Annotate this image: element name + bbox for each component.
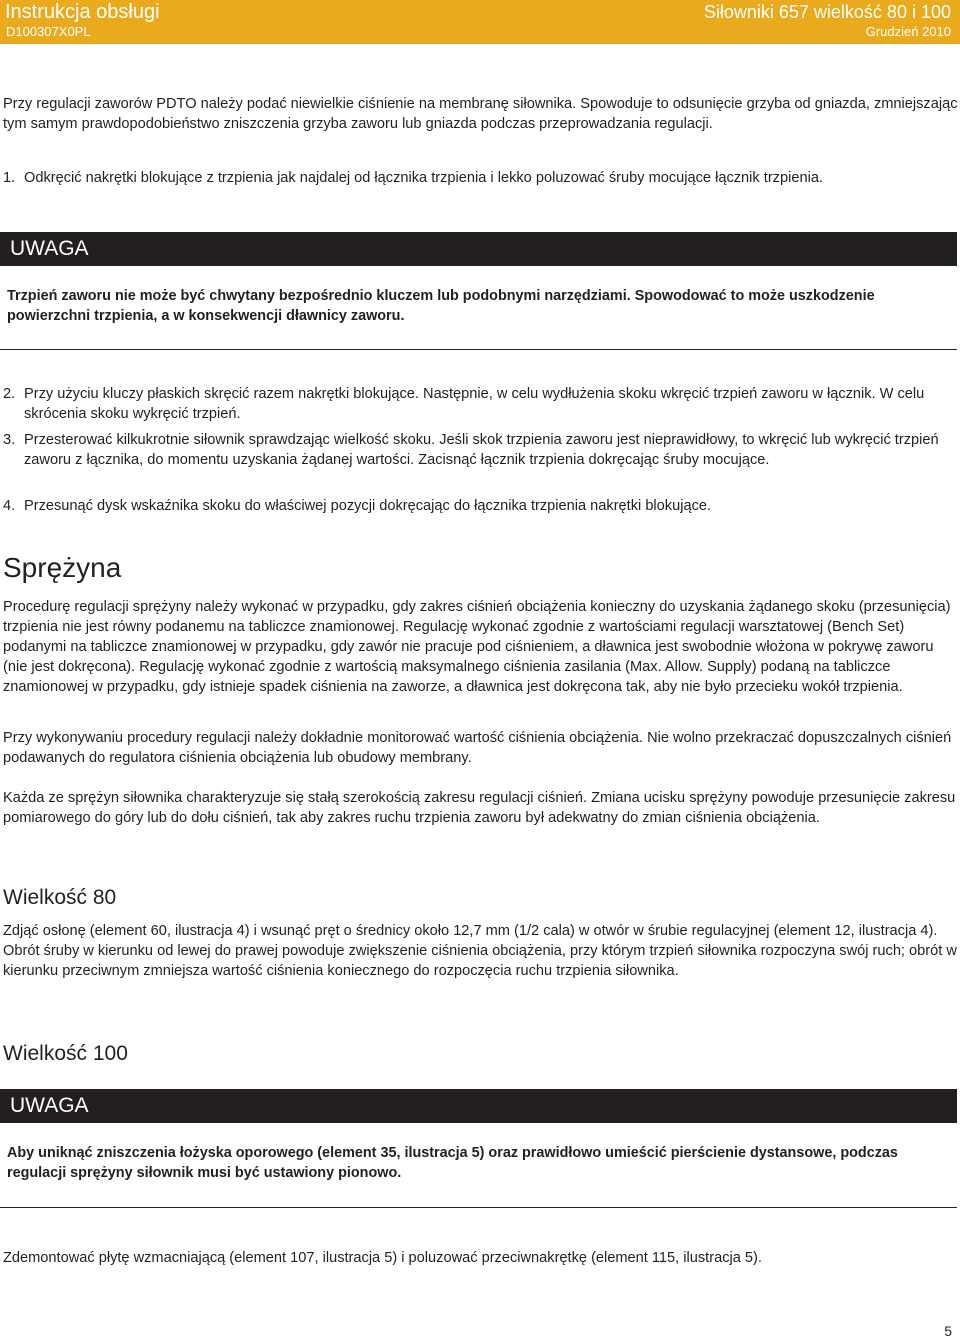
size-80-paragraph	[3, 921, 958, 981]
intro-section	[3, 94, 958, 134]
spring-text: Procedurę regulacji sprężyny należy wykonać w przypadku, gdy zakres ciśnień obciążenia konieczny do uzyskania żądanego skoku (przesunięcia) trzpienia nie jest równy podanemu na tabliczce znamionowej. Regulację wykonać zgodnie z wartościami regulacji warsztatowej (Bench Set) podanymi na tabliczce znamionowej w przypadku, gdy zawór nie pracuje pod ciśnieniem, a dławnica jest swobodnie włożona w pokrywę zaworu (nie jest dokręcona). Regulację wykonać zgodnie z wartością maksymalnego ciśnienia zasilania (Max. Allow. Supply) podaną na tabliczce znamionowej w przypadku, gdy istnieje spadek ciśnienia na zaworze, a dławnica jest dokręcona tak, aby nie było przecieku wokół trzpienia.	[3, 599, 951, 695]
section-heading-spring: Sprężyna	[3, 552, 122, 583]
warning-divider	[0, 349, 957, 350]
warning-box	[7, 1143, 952, 1183]
warning-box	[7, 286, 912, 326]
section-heading-size-100: Wielkość 100	[3, 1042, 128, 1065]
warning-divider	[0, 1207, 957, 1208]
step-text: Przesunąć dysk wskaźnika skoku do właściwej pozycji dokręcając do łącznika trzpienia nakrętki blokujące.	[24, 498, 712, 514]
size-80-text: Zdjąć osłonę (element 60, ilustracja 4) i wsunąć pręt o średnicy około 12,7 mm (1/2 cala) w otwór w śrubie regulacyjnej (element 12, ilustracja 4). Obrót śruby w kierunku od lewej do prawej powoduje zwiększenie ciśnienia obciążenia, przy którym trzpień siłownika rozpoczyna swój ruch; obrót w kierunku przeciwnym zmniejsza wartość ciśnienia koniecznego do rozpoczęcia ruchu trzpienia siłownika.	[3, 923, 957, 979]
warning-bar	[0, 232, 957, 266]
warning-bar	[0, 1089, 957, 1123]
step-number: 3.	[3, 432, 16, 448]
size-100-text: Zdemontować płytę wzmacniającą (element 107, ilustracja 5) i poluzować przeciwnakrętkę (element 115, ilustracja 5).	[3, 1250, 762, 1266]
spring-text: Przy wykonywaniu procedury regulacji należy dokładnie monitorować wartość ciśnienia obciążenia. Nie wolno przekraczać dopuszczalnych ciśnień podawanych do regulatora ciśnienia obciążenia lub obudowy membrany.	[3, 730, 952, 766]
document-number: D100307X0PL	[6, 24, 91, 39]
section-heading-size-80: Wielkość 80	[3, 886, 117, 909]
step-text: Przy użyciu kluczy płaskich skręcić razem nakrętki blokujące. Następnie, w celu wydłużenia skoku wkręcić trzpień zaworu w łącznik. W celu skrócenia skoku wykręcić trzpień.	[24, 386, 925, 422]
size-100-paragraph	[3, 1248, 958, 1268]
intro-paragraph: Przy regulacji zaworów PDTO należy podać niewielkie ciśnienie na membranę siłownika. Spowoduje to odsunięcie grzyba od gniazda, zmniejszając tym samym prawdopodobieństwo zniszczenia grzyba zaworu lub gniazda podczas przeprowadzania regulacji.	[3, 96, 958, 132]
warning-text: Aby uniknąć zniszczenia łożyska oporowego (element 35, ilustracja 5) oraz prawidłowo umieścić pierścienie dystansowe, podczas regulacji sprężyny siłownik musi być ustawiony pionowo.	[7, 1145, 898, 1181]
warning-label: UWAGA	[10, 237, 89, 260]
publication-date: Grudzień 2010	[865, 24, 951, 39]
product-title: Siłowniki 657 wielkość 80 i 100	[703, 2, 951, 22]
step-2	[3, 384, 958, 424]
step-number: 2.	[3, 386, 16, 402]
step-3	[3, 430, 958, 470]
step-text: Przesterować kilkukrotnie siłownik sprawdzając wielkość skoku. Jeśli skok trzpienia zaworu jest nieprawidłowy, to wkręcić lub wykręcić trzpień zaworu z łącznika, do momentu uzyskania żądanej wartości. Zacisnąć łącznik trzpienia dokręcając śruby mocujące.	[24, 432, 939, 468]
step-number: 4.	[3, 498, 16, 514]
warning-text: Trzpień zaworu nie może być chwytany bezpośrednio kluczem lub podobnymi narzędziami. Spowodować to może uszkodzenie powierzchni trzpienia, a w konsekwencji dławnicy zaworu.	[7, 288, 875, 324]
step-4	[3, 496, 958, 516]
spring-paragraph-2	[3, 728, 958, 768]
spring-paragraph-3	[3, 788, 958, 828]
manual-title: Instrukcja obsługi	[5, 1, 160, 23]
step-text: Odkręcić nakrętki blokujące z trzpienia jak najdalej od łącznika trzpienia i lekko poluzować śruby mocujące łącznik trzpienia.	[24, 170, 823, 186]
warning-label: UWAGA	[10, 1094, 89, 1117]
page-number: 5	[944, 1323, 952, 1339]
spring-paragraph-1	[3, 597, 958, 697]
step-1	[3, 168, 938, 188]
spring-text: Każda ze sprężyn siłownika charakteryzuje się stałą szerokością zakresu regulacji ciśnień. Zmiana ucisku sprężyny powoduje przesunięcie zakresu pomiarowego do góry lub do dołu ciśnień, tak aby zakres ruchu trzpienia zaworu był adekwatny do zmian ciśnienia obciążenia.	[3, 790, 956, 826]
step-number: 1.	[3, 170, 16, 186]
